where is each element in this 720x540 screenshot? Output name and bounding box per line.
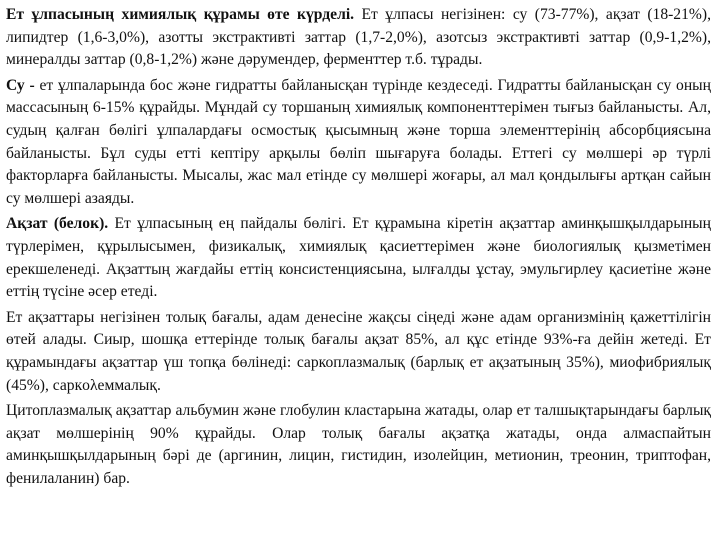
paragraph-heading: Су - [6,76,35,94]
paragraph-text: Ет ұлпасы негізінен: су (73-77%), ақзат (18-21%), липидтер (1,6-3,0%), азотты экстрактивті заттар (1,7-2,0%), азотсыз экстрактивті заттар (0,9-1,2%), минералды заттар (0,8-1,2%) және дәрумендер, ферменттер т.б. тұрады. [6,6,711,69]
paragraph-protein-value [6,307,711,397]
document-page [6,4,711,493]
paragraph-cytoplasmic [6,400,711,490]
paragraph-composition [6,4,711,72]
paragraph-heading: Ет ұлпасының химиялық құрамы өте күрделі. [6,6,355,23]
paragraph-protein [6,213,711,303]
paragraph-text: ет ұлпаларында бос және гидратты байланысқан түрінде кездеседі. Гидратты байланысқан су оның массасының 6-15% құрайды. Мұндай су торшаның химиялық компоненттерімен тығыз байланысты. Ал, судың қалған бөлігі ұлпалардағы осмостық қысымның және торша элементтерінің абсорбциясына байланысты. Бұл суды етті кептіру арқылы бөліп шығаруға болады. Еттегі су мөлшері әр түрлі факторларға байланысты. Мысалы, жас мал етінде су мөлшері жоғары, ал мал қондылығы артқан сайын су мөлшері азаяды. [6,76,711,207]
paragraph-text: Ет ақзаттары негізінен толық бағалы, адам денесіне жақсы сіңеді және адам организмінің қажеттілігін өтей алады. Сиыр, шошқа еттерінде толық бағалы ақзат 85%, ал құс етінде 93%-ға дейін жетеді. Ет құрамындағы ақзаттар үш топқа бөлінеді: саркоплазмалық (барлық ет ақзатының 35%), миофибриялық (45%), саркολеммалық. [6,308,711,394]
paragraph-text: Цитоплазмалық ақзаттар альбумин және глобулин кластарына жатады, олар ет талшықтарындағы барлық ақзат мөлшерінің 90% құрайды. Олар толық бағалы ақзатқа жатады, онда алмаспайтын аминқышқылдарының бәрі де (аргинин, лицин, гистидин, изолейцин, метионин, треонин, триптофан, фенилаланин) бар. [6,402,711,487]
paragraph-text: Ет ұлпасының ең пайдалы бөлігі. Ет құрамына кіретін ақзаттар аминқышқылдарының түрлерімен, құрылысымен, физикалық, химиялық қасиеттерімен және биологиялық қызметімен ерекшеленеді. Ақзаттың жағдайы еттің консистенциясына, ылғалды ұстау, эмульгирлеу қасиетіне және еттің түсіне әсер етеді. [6,215,711,301]
paragraph-water [6,75,711,211]
paragraph-heading: Ақзат (белок). [6,215,109,233]
